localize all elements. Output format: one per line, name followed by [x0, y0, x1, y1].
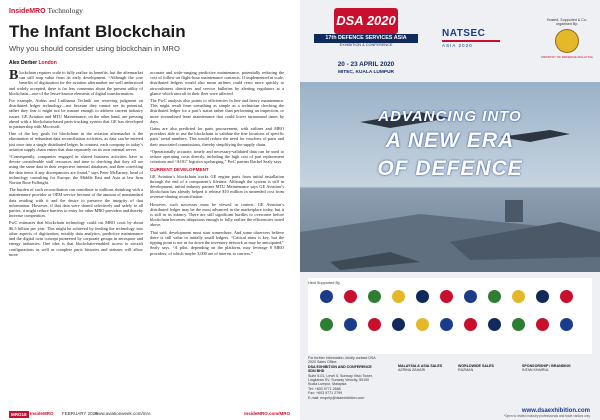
contact-tel: Tel: +603 9771 2688	[308, 386, 341, 391]
article-page	[0, 0, 299, 420]
contact-company: DSA EXHIBITION AND CONFERENCE SDN BHD	[308, 364, 372, 374]
paragraph: However, such successes must be viewed in context. GE Aviation’s distributed ledger may be the most advanced in the marketplace today, but it is still in its infancy. There are still significant hurdles to overcome before blockchain becomes ubiquitous enough to fully realize the efficiencies noted above.	[150, 201, 284, 228]
dsa-subtitle: EXHIBITION & CONFERENCE	[339, 43, 393, 47]
supporter-logo-icon	[416, 290, 429, 303]
supporters-panel	[308, 278, 592, 354]
article-column-1	[9, 70, 143, 404]
supporter-logo-icon	[560, 318, 573, 331]
supporter-logo-icon	[392, 290, 405, 303]
drop-cap: B	[9, 70, 19, 83]
contact-fax: Fax: +603 9771 2799	[308, 391, 343, 396]
contact-email[interactable]: E-mail: enquiry@dsaexhibition.com	[308, 395, 365, 400]
supporter-logo-icon	[344, 318, 357, 331]
supporter-logo-icon	[368, 318, 381, 331]
natsec-logo	[442, 28, 504, 52]
event-website[interactable]: www.dsaexhibition.com	[521, 408, 590, 414]
host-block	[540, 18, 594, 59]
section-label: Technology	[47, 6, 83, 15]
author: Alex Derber	[9, 60, 38, 66]
ship-tower-shape	[505, 200, 523, 222]
paragraph: GE Aviation’s blockchain tracks GE engine parts from initial installation through the end of a component’s lifetime. Although the system is still in development, initial industry partner MTU Maintenance says GE Aviation’s blockchain has already helped it release $10 million in unneeded cost from revenue-sharing reconciliation.	[150, 173, 284, 200]
subheading: CURRENT DEVELOPMENT	[150, 167, 209, 173]
supporter-logo-icon	[440, 318, 453, 331]
supporter-logo-icon	[392, 318, 405, 331]
supporter-logo-icon	[464, 290, 477, 303]
supporter-logo-icon	[536, 290, 549, 303]
sales-name: INTAN KHAIRUL	[522, 368, 550, 373]
headline-line-3: OF DEFENCE	[377, 157, 523, 180]
sales-title: MALAYSIA & ASIA SALES	[398, 364, 443, 368]
paragraph: One of the key goals for blockchain in the aviation aftermarket is the elimination of redundant data reconciliation activities, as data can be entered just once into a single distributed ledger. In contrast, each company in today’s aviation supply chain enters that data separately on its own internal server.	[9, 131, 143, 152]
section-header	[9, 6, 83, 15]
supporter-logo-icon	[536, 318, 549, 331]
issue-date: FEBRUARY 2020	[62, 411, 98, 416]
contact-sponsorship	[522, 364, 592, 373]
supporter-logo-icon	[320, 318, 333, 331]
brand-label: InsideMRO	[9, 8, 46, 15]
supporters-label: Held Supported By	[308, 281, 340, 285]
paragraph: “Consequently, companies engaged in shared business activities have to devote considerable staff resources and time to checking that they all are using the same data in their respective internal databases, and then correcting the data items if any discrepancies are found,” says Peter McEarney, head of technology consulting for Europe, the Middle East and Asia at law firm Norton Rose Fulbright.	[9, 154, 143, 186]
paragraph: “Operationally accurate, timely and necessary-validated data can be used to reduce operating costs directly, including the high cost of part replacement criterions and “AOG” logistics upcharging,” PwC partner Rachel Sealy says.	[150, 148, 284, 165]
supporter-logo-icon	[440, 290, 453, 303]
footnote: *Open to invited industry professionals and trade visitors only	[503, 414, 590, 418]
sales-name: AZRINA ZAHARI	[398, 368, 426, 373]
contact-address: Suite 5-01, Level 5, Sunway Visio Tower, Lingkaran SV, Sunway Velocity, 55100 Kuala Lumpur, Malaysia	[308, 373, 373, 387]
supporter-logo-icon	[416, 318, 429, 331]
headline-line-1: ADVANCING INTO	[378, 108, 522, 125]
paragraph: That said, development must start somewhere. And some observers believe there is still value in initially small ledgers. “Critical mass is key, but the tipping point is not as far down the inventory network as may be anticipated,” Sealy says. “A pilot, depending on the platform, may leverage 8 MRO providers, of which maybe 3,000 are of interest to carriers.”	[150, 229, 284, 256]
article-column-2	[150, 70, 284, 404]
dsa-logo	[314, 8, 418, 62]
paragraph: For example, Airbus and Lufthansa Technik are reserving judgment on distributed ledger technology—not because they cannot see its potential, rather they fear it might not be mature enough to address current industry issues. GE Aviation and MTU Maintenance, on the other hand, are pressing ahead with a blockchain-based parts-tracking system that GE has developed in partnership with Microsoft.	[9, 98, 143, 130]
natsec-sub: ASIA 2020	[442, 43, 473, 48]
paragraph: accurate and wide-ranging predictive maintenance, potentially reducing the cost of follow-on flight-hour maintenance contracts. If implemented at scale, distributed ledgers would also mean airlines could react more quickly to airworthiness directives and service bulletins by alerting regulators at a glance which aircraft in their fleet were affected.	[150, 70, 284, 96]
sales-title: WORLDWIDE SALES	[458, 364, 494, 368]
paragraph	[9, 70, 143, 96]
headline-line-2: A NEW ERA	[385, 129, 515, 152]
page-footer	[0, 408, 299, 420]
contact-sales-worldwide	[458, 364, 528, 373]
dateline-city: London	[38, 60, 57, 66]
supporter-logo-icon	[488, 290, 501, 303]
contact-intro: For further information, kindly contact DSA 2020 Sales Office:	[308, 356, 376, 365]
article-title: The Infant Blockchain	[9, 22, 186, 41]
page-number: MRO18	[11, 412, 27, 417]
byline	[9, 60, 57, 66]
supporter-logo-icon	[488, 318, 501, 331]
dsa-badge: DSA 2020	[334, 8, 398, 34]
dsa-band: 17th DEFENCE SERVICES ASIA	[314, 34, 418, 43]
natsec-name: NATSEC	[442, 28, 486, 39]
supporter-logo-icon	[512, 290, 525, 303]
paragraph: PwC estimates that blockchain technology could cut MRO costs by about $6.5 billion per year. This might be achieved by feeding the technology into other aspects of digitization, notably data analytics, predictive maintenance and the digital twin concept pioneered by corporate groups in aerospace and energy industries. One idea is that blockchain-enabled access to aircraft configurations as well as complete parts histories and statuses will allow more	[9, 220, 143, 257]
supporter-logo-icon	[320, 290, 333, 303]
hosted-label: Hosted, Supported & Co-organised By:	[546, 18, 588, 26]
contact-office	[308, 356, 378, 400]
footer-site[interactable]: InsideMRO.com/MRO	[244, 411, 290, 416]
paragraph-text: lockchain requires scale to fully realize its benefits, but the aftermarket can still reap value from its early development. “Although the core benefits of digitization for the aviation aftermarket are well understood and widely accepted, there is far less consensus about the present utility of blockchain—one of the lesser-known elements of digital transformation.	[9, 70, 143, 96]
footer-brand: InsideMRO	[30, 411, 54, 416]
supporter-logo-icon	[560, 290, 573, 303]
paragraph: The burden of such reconciliation can contribute to millions shrinking with a maintenance provider or OEM service because of the amount of nonstandard data residing with it and the desire to preserve the integrity of that information. However, if that data were shared selectively and safely to all parties, it might reduce barriers to entry for other MRO providers and thereby increase competition.	[9, 187, 143, 219]
supporter-logo-icon	[512, 318, 525, 331]
supporter-logo-icon	[464, 318, 477, 331]
paragraph: The PwC analysis also points to efficiencies in line and heavy maintenance. This might result from something as simple as a technician checking the distributed ledger for a part’s status rather than performing an inspection, or more streamlined lease maintenance that could lower turnaround times by days.	[150, 98, 284, 124]
natsec-bar	[442, 40, 500, 42]
ministry-label: MINISTRY OF DEFENCE MALAYSIA	[541, 55, 593, 59]
crest-icon	[555, 29, 579, 53]
event-venue: MITEC, KUALA LUMPUR	[337, 70, 395, 75]
supporter-logo-icon	[368, 290, 381, 303]
advertisement-page	[300, 0, 600, 420]
event-dates: 20 - 23 APRIL 2020	[337, 61, 395, 68]
article-subtitle: Why you should consider using blockchain in MRO	[9, 44, 180, 53]
sales-title: SPONSORSHIP / BRANDING	[522, 364, 571, 368]
supporter-logo-icon	[344, 290, 357, 303]
footer-url[interactable]: www.aviationweek.com/mro	[95, 411, 151, 416]
sales-name: RAZMAN	[458, 368, 474, 373]
paragraph: Gains are also predicted for parts procurement, with airlines and MRO providers able to use the blockchain to validate the fine locations of specific parts’ serial numbers. This would reduce the need for vouchers of parts and their associated commissions, thereby simplifying the supply chain.	[150, 126, 284, 147]
